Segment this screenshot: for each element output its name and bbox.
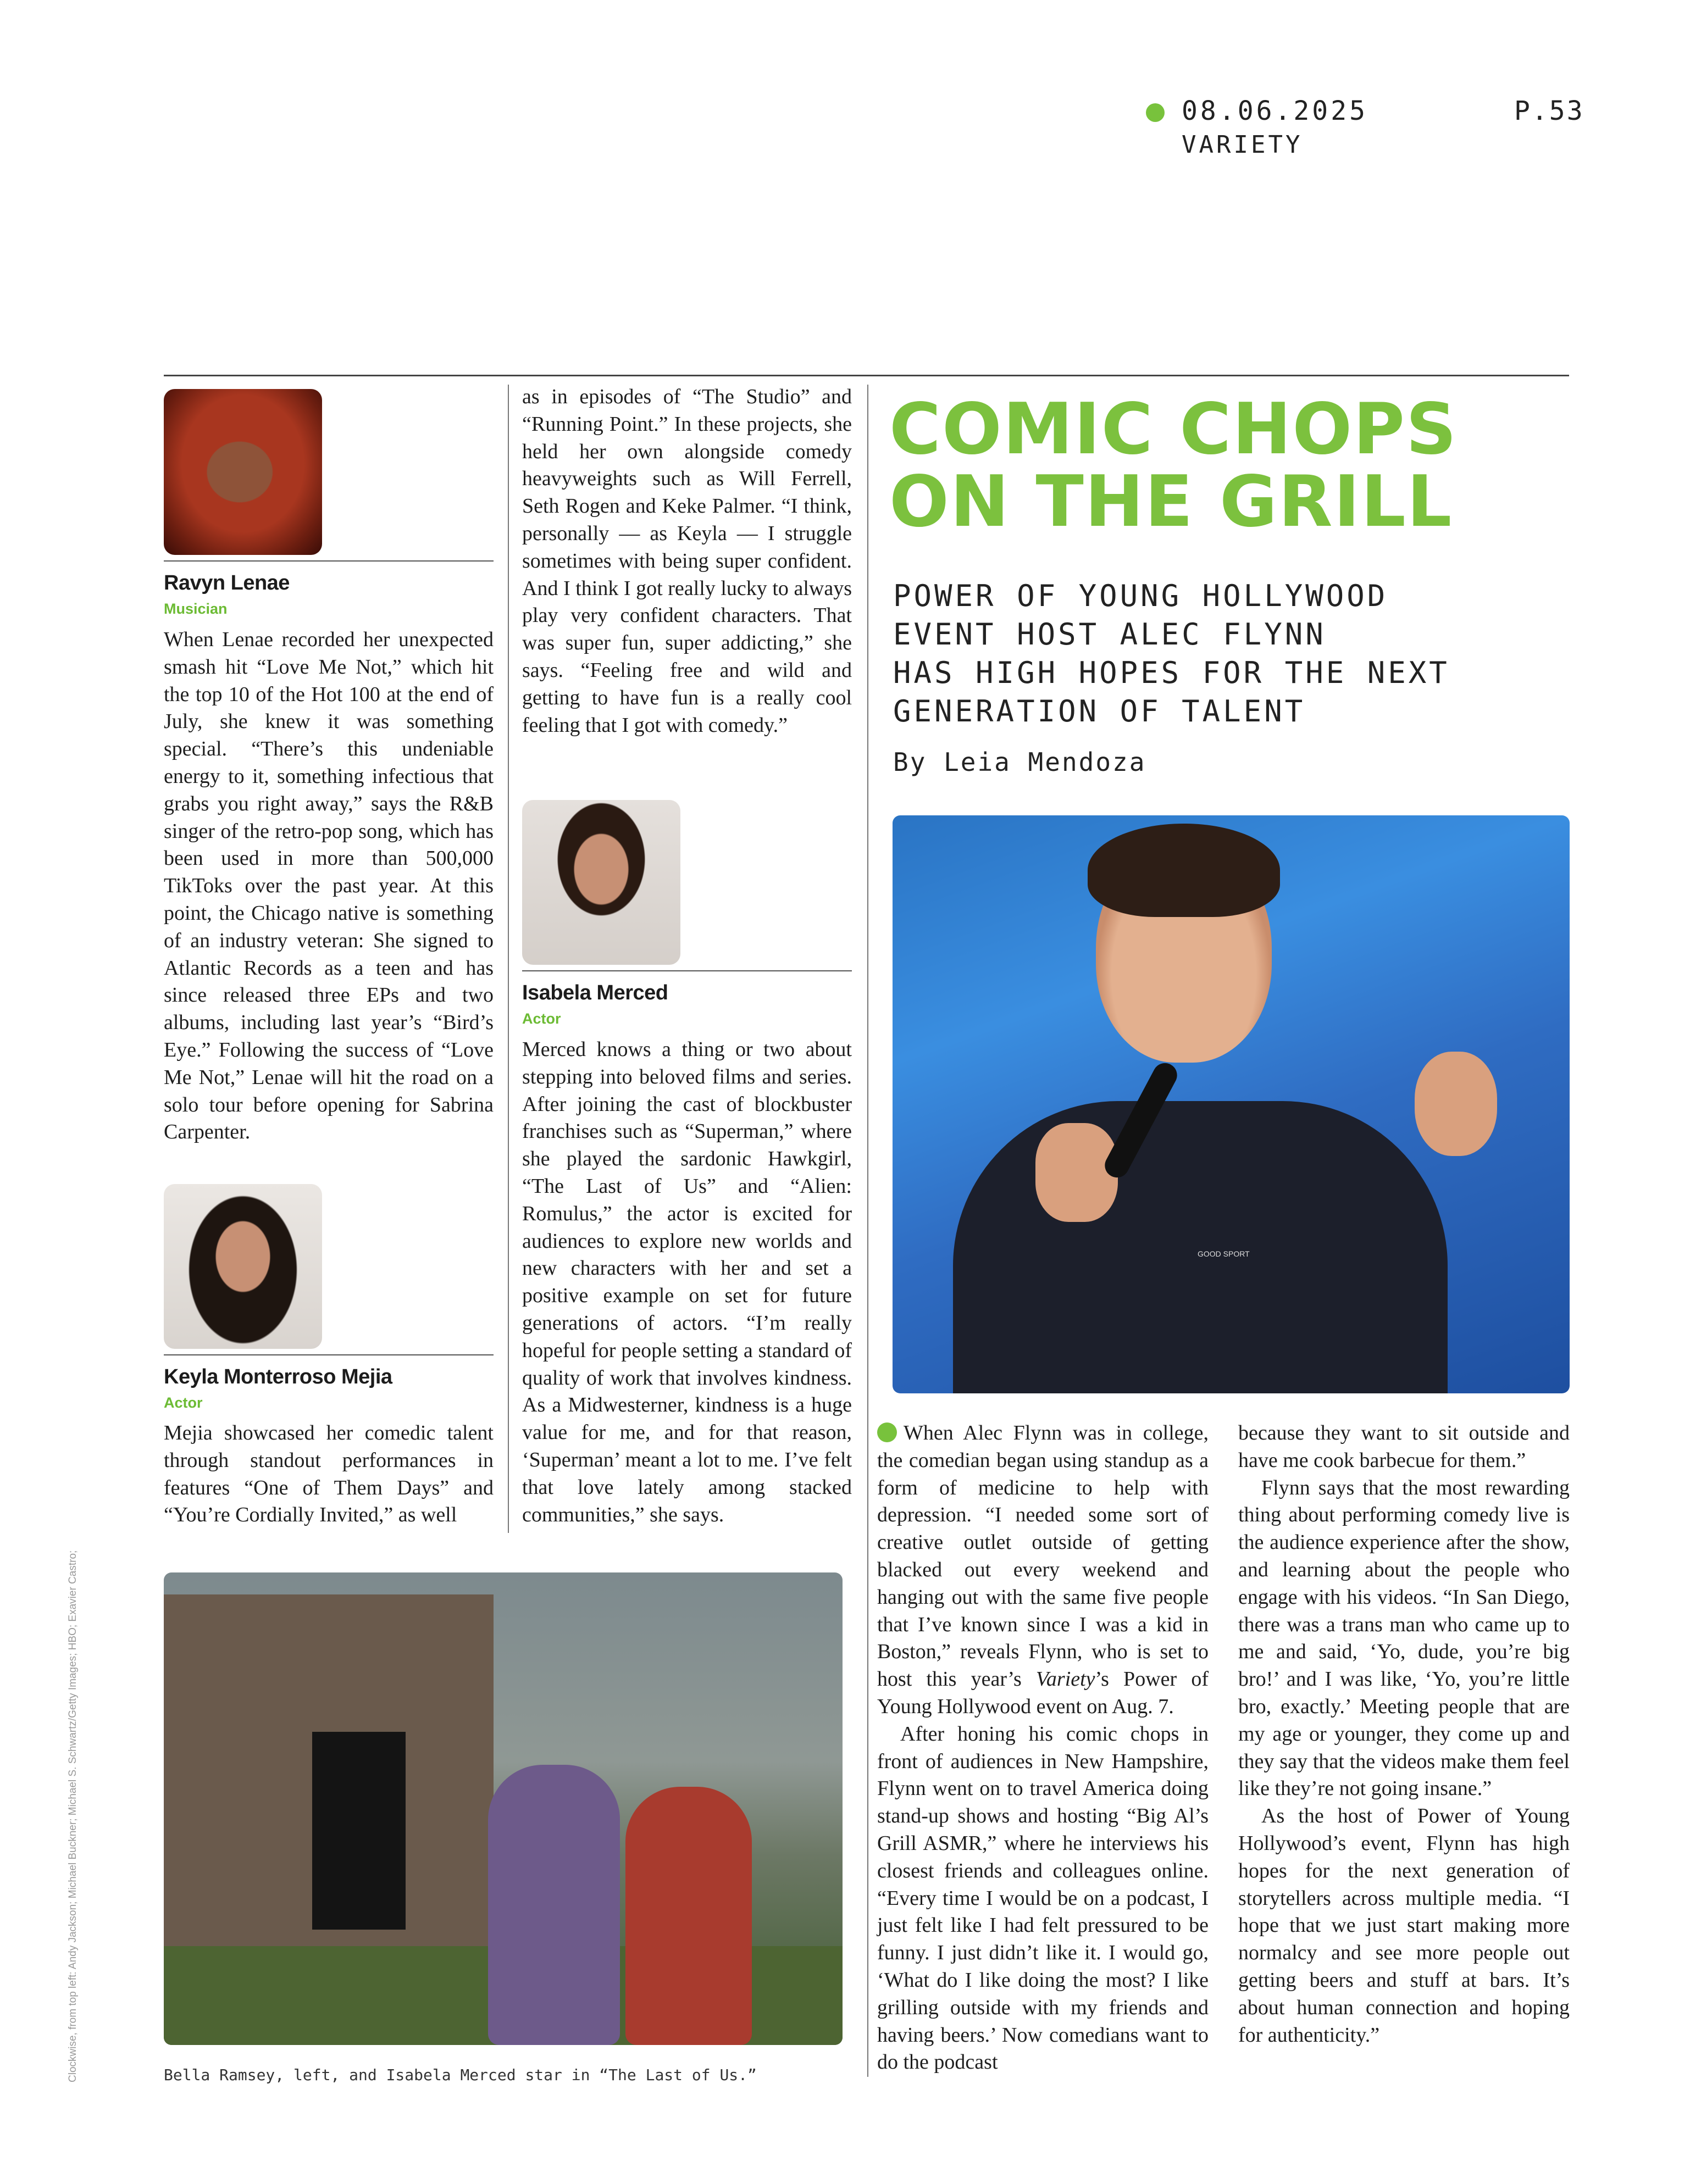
magazine-italic: Variety <box>1035 1668 1095 1691</box>
header-dot <box>1146 103 1165 122</box>
isabela-text <box>522 1036 852 1529</box>
column-divider-1 <box>508 385 509 1533</box>
photo-caption: Bella Ramsey, left, and Isabela Merced star in “The Last of Us.” <box>164 2066 757 2084</box>
profile-name: Ravyn Lenae <box>164 571 290 594</box>
paragraph <box>877 1420 1209 1721</box>
profile-name: Isabela Merced <box>522 981 668 1004</box>
photo-credit: Clockwise, from top left: Andy Jackson; Michael Buckner; Michael S. Schwartz/Getty Images; HBO; Exavier Castro; <box>67 1550 79 2082</box>
hair <box>1088 824 1280 917</box>
ravyn-lenae-photo <box>164 389 322 555</box>
doorway <box>312 1732 406 1930</box>
page-number: P.53 <box>1514 96 1584 126</box>
alec-flynn-photo <box>893 815 1570 1393</box>
issue-date: 08.06.2025 <box>1182 96 1368 126</box>
paragraph: as in episodes of “The Studio” and “Running Point.” In these projects, she held her own alongside comedy heavyweights such as Will Ferrell, Seth Rogen and Keke Palmer. “I think, personally — as Keyla — I struggle sometimes with being super confident. And I think I got really lucky to always play very confident characters. That was super fun, super addicting,” she says. “Feeling free and wild and getting to have fun is a really cool feeling that I got with comedy.” <box>522 385 852 737</box>
last-of-us-photo <box>164 1572 843 2045</box>
keyla-monterroso-mejia-photo <box>164 1184 322 1349</box>
sweatshirt <box>953 1101 1448 1393</box>
profile-name: Keyla Monterroso Mejia <box>164 1365 392 1388</box>
paragraph: After honing his comic chops in front of audiences in New Hampshire, Flynn went on to travel America doing stand-up shows and hosting “Big Al’s Grill ASMR,” where he interviews his closest friends and colleagues online. “Every time I would be on a podcast, I just felt like I had felt pressured to be funny. I just didn’t like it. I would go, ‘What do I like doing the most? I like grilling outside with my friends and having beers.’ Now comedians want to do the podcast <box>877 1722 1209 2074</box>
isabela-merced-photo <box>522 800 680 965</box>
ravyn-text <box>164 626 494 1146</box>
headline-line: COMIC CHOPS <box>889 388 1458 470</box>
hand <box>1035 1123 1118 1222</box>
card-rule <box>164 560 494 562</box>
card-rule <box>164 1354 494 1355</box>
figure-bella-ramsey <box>488 1765 620 2045</box>
feature-deck <box>893 577 1575 731</box>
paragraph: Flynn says that the most rewarding thing about performing comedy live is the audience experience after the show, and learning about the people who engage with his videos. “In San Diego, there was a trans man who came up to me and said, ‘Yo, dude, you’re big bro!’ and I was like, ‘Yo, you’re little bro, exactly.’ Meeting people that are my age or younger, they come up and they say that the videos make them feel like they’re not going insane.” <box>1238 1476 1570 1800</box>
paragraph: Merced knows a thing or two about stepping into beloved films and series. After joining the cast of blockbuster franchises such as “Superman,” where she played the sardonic Hawkgirl, “The Last of Us” and “Alien: Romulus,” the actor is excited for audiences to explore new worlds and new characters with her and set a positive example on set for future generations of actors. “I’m really hopeful for people setting a standard of quality of work that involves kindness. As a Midwesterner, kindness is a huge value for me, and for that reason, ‘Superman’ meant a lot to me. I’ve felt that love lately among stacked communities,” she says. <box>522 1038 852 1526</box>
magazine-name: VARIETY <box>1182 131 1303 159</box>
article-start-dot <box>877 1422 897 1442</box>
keyla-text <box>164 1420 494 1529</box>
paragraph: because they want to sit outside and have me cook barbecue for them.” <box>1238 1421 1570 1472</box>
feature-headline <box>889 388 1571 543</box>
profile-role: Actor <box>164 1394 203 1411</box>
byline: By Leia Mendoza <box>893 747 1146 777</box>
deck-line: HAS HIGH HOPES FOR THE NEXT <box>893 655 1450 690</box>
paragraph-text: ’s Power of Young Hollywood event on Aug. 7. <box>877 1668 1209 1718</box>
deck-line: EVENT HOST ALEC FLYNN <box>893 617 1326 652</box>
paragraph-text: When Alec Flynn was in college, the comedian began using standup as a form of medicine to help with depression. “I needed some sort of creative outlet outside of getting blacked out every weekend and hanging out with the same five people that I’ve known since I was a kid in Boston,” reveals Flynn, who is set to host this year’s <box>877 1421 1209 1691</box>
hand <box>1415 1052 1497 1156</box>
feature-column-1 <box>877 1420 1209 2076</box>
headline-line: ON THE GRILL <box>889 461 1453 543</box>
shirt-logo: GOOD SPORT <box>1198 1249 1250 1258</box>
keyla-text-continued <box>522 384 852 739</box>
column-divider-2 <box>867 385 868 2077</box>
figure-isabela-merced <box>625 1787 752 2045</box>
top-rule <box>164 375 1569 376</box>
profile-role: Musician <box>164 601 228 617</box>
card-rule <box>522 970 852 971</box>
deck-line: POWER OF YOUNG HOLLYWOOD <box>893 579 1388 613</box>
paragraph: As the host of Power of Young Hollywood’s event, Flynn has high hopes for the next generation of storytellers across multiple media. “I hope that we just start making more normalcy and see more people out getting beers and stuff at bars. It’s about human connection and hoping for authenticity.” <box>1238 1804 1570 2047</box>
profile-role: Actor <box>522 1010 561 1027</box>
feature-column-2 <box>1238 1420 1570 2049</box>
paragraph: When Lenae recorded her unexpected smash hit “Love Me Not,” which hit the top 10 of the Hot 100 at the end of July, she knew it was something special. “There’s this undeniable energy to it, something infectious that grabs you right away,” says the R&B singer of the retro-pop song, which has been used in more than 500,000 TikToks over the past year. At this point, the Chicago native is something of an industry veteran: She signed to Atlantic Records as a teen and has since released three EPs and two albums, including last year’s “Bird’s Eye.” Following the success of “Love Me Not,” Lenae will hit the road on a solo tour before opening for Sabrina Carpenter. <box>164 628 494 1144</box>
paragraph: Mejia showcased her comedic talent through standout performances in features “One of Them Days” and “You’re Cordially Invited,” as well <box>164 1421 494 1527</box>
deck-line: GENERATION OF TALENT <box>893 694 1306 729</box>
